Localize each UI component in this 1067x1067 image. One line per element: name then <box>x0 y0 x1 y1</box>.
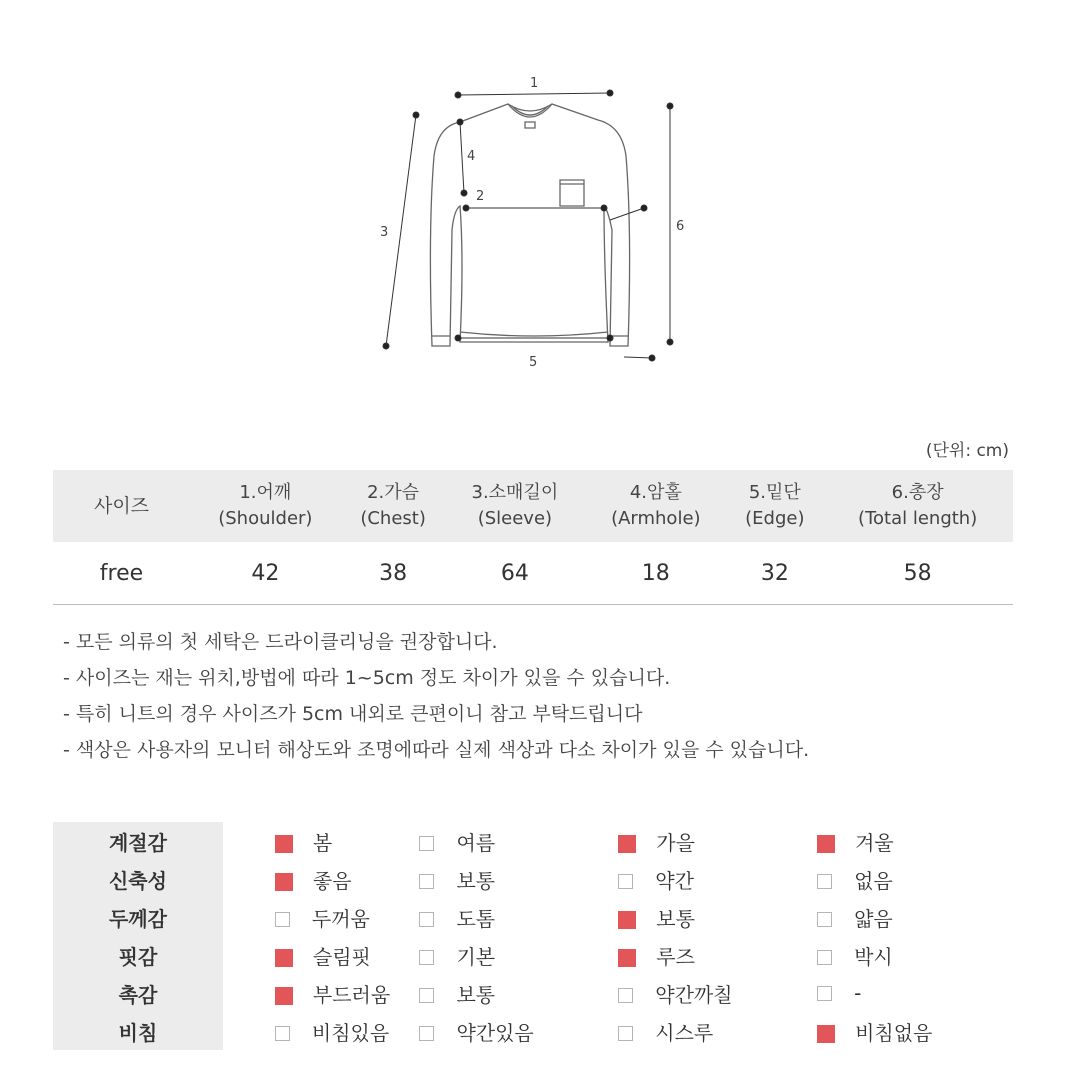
cell-armhole: 18 <box>584 542 727 605</box>
attribute-label: 촉감 <box>53 974 223 1012</box>
empty-box-icon[interactable] <box>419 836 434 851</box>
attribute-label: 비침 <box>53 1012 223 1050</box>
attribute-option-label: 여름 <box>456 830 496 855</box>
attribute-option <box>223 898 420 936</box>
empty-box-icon[interactable] <box>419 912 434 927</box>
diagram-label-3: 3 <box>380 225 389 240</box>
attribute-option-label: 약간까칠 <box>655 982 733 1007</box>
long-sleeve-tee-illustration <box>360 60 700 390</box>
cell-chest: 38 <box>341 542 446 605</box>
attribute-option-label: 보통 <box>456 982 496 1007</box>
attribute-option <box>223 822 420 860</box>
attribute-option-label: 비침있음 <box>311 1020 390 1045</box>
checked-box-icon[interactable] <box>275 987 293 1005</box>
cell-sleeve: 64 <box>446 542 585 605</box>
cell-total-length: 58 <box>822 542 1013 605</box>
attribute-option-label: 봄 <box>312 830 333 855</box>
attribute-row <box>53 974 1013 1012</box>
diagram-label-6: 6 <box>676 219 685 234</box>
garment-diagram <box>360 60 700 390</box>
attribute-option-label: 슬림핏 <box>312 944 371 969</box>
empty-box-icon[interactable] <box>817 950 832 965</box>
header-edge: 5.밑단 (Edge) <box>727 470 822 542</box>
empty-box-icon[interactable] <box>817 874 832 889</box>
attribute-option <box>419 898 618 936</box>
attribute-option-label: 보통 <box>456 868 496 893</box>
attribute-option <box>419 936 618 974</box>
attribute-option <box>618 974 817 1012</box>
attribute-option-label: 좋음 <box>312 868 352 893</box>
attribute-option <box>419 1012 618 1050</box>
attribute-option <box>223 936 420 974</box>
attribute-option-label: 가을 <box>656 830 695 855</box>
attribute-option <box>223 860 420 898</box>
empty-box-icon[interactable] <box>275 912 290 927</box>
attribute-row <box>53 860 1013 898</box>
attribute-option-label: 보통 <box>656 906 695 931</box>
header-armhole: 4.암홀 (Armhole) <box>584 470 727 542</box>
checked-box-icon[interactable] <box>275 949 293 967</box>
note-item: - 특히 니트의 경우 사이즈가 5cm 내외로 큰편이니 참고 부탁드립니다 <box>63 703 643 725</box>
attribute-option <box>419 860 618 898</box>
checked-box-icon[interactable] <box>817 1025 835 1043</box>
attribute-option-label: 없음 <box>854 868 893 893</box>
note-item: - 모든 의류의 첫 세탁은 드라이클리닝을 권장합니다. <box>63 631 498 653</box>
checked-box-icon[interactable] <box>275 873 293 891</box>
empty-box-icon[interactable] <box>618 1026 633 1041</box>
checked-box-icon[interactable] <box>618 911 636 929</box>
cell-edge: 32 <box>727 542 822 605</box>
empty-box-icon[interactable] <box>419 988 434 1003</box>
attribute-row <box>53 898 1013 936</box>
note-item: - 사이즈는 재는 위치,방법에 따라 1~5cm 정도 차이가 있을 수 있습니다. <box>63 667 671 689</box>
attribute-option <box>817 1012 1013 1050</box>
empty-box-icon[interactable] <box>419 950 434 965</box>
attribute-row <box>53 822 1013 860</box>
attribute-option <box>618 936 817 974</box>
note-item: - 색상은 사용자의 모니터 해상도와 조명에따라 실제 색상과 다소 차이가 있을 수 있습니다. <box>63 739 810 761</box>
empty-box-icon[interactable] <box>618 874 633 889</box>
attribute-option <box>817 974 1013 1012</box>
attribute-row <box>53 1012 1013 1050</box>
attribute-option <box>419 974 618 1012</box>
checked-box-icon[interactable] <box>817 835 835 853</box>
attribute-option-label: 도톰 <box>456 906 496 931</box>
attribute-option <box>223 1012 420 1050</box>
diagram-label-1: 1 <box>530 76 539 91</box>
attribute-option-label: 약간 <box>655 868 694 893</box>
attribute-option <box>618 822 817 860</box>
header-size: 사이즈 <box>53 470 190 542</box>
attribute-option <box>817 860 1013 898</box>
attribute-option <box>223 974 420 1012</box>
attribute-option <box>618 860 817 898</box>
attribute-option-label: 박시 <box>854 944 893 969</box>
attribute-option <box>817 936 1013 974</box>
header-sleeve: 3.소매길이 (Sleeve) <box>446 470 585 542</box>
checked-box-icon[interactable] <box>275 835 293 853</box>
attribute-option-label: 기본 <box>456 944 496 969</box>
attribute-table <box>53 822 1013 1050</box>
empty-box-icon[interactable] <box>618 988 633 1003</box>
attribute-option <box>618 1012 817 1050</box>
header-chest: 2.가슴 (Chest) <box>341 470 446 542</box>
attribute-option <box>618 898 817 936</box>
cell-size: free <box>53 542 190 605</box>
diagram-label-4: 4 <box>467 149 476 164</box>
attribute-option-label: 겨울 <box>855 830 894 855</box>
size-table <box>53 470 1013 605</box>
attribute-label: 두께감 <box>53 898 223 936</box>
attribute-label: 신축성 <box>53 860 223 898</box>
checked-box-icon[interactable] <box>618 949 636 967</box>
attribute-option-label: 비침없음 <box>855 1020 933 1045</box>
checked-box-icon[interactable] <box>618 835 636 853</box>
diagram-label-5: 5 <box>529 355 538 370</box>
attribute-option-label: - <box>854 981 862 1005</box>
empty-box-icon[interactable] <box>419 874 434 889</box>
attribute-option-label: 두꺼움 <box>311 906 370 931</box>
care-notes <box>63 624 809 768</box>
attribute-option-label: 시스루 <box>655 1020 714 1045</box>
diagram-label-2: 2 <box>476 189 485 204</box>
attribute-option <box>419 822 618 860</box>
empty-box-icon[interactable] <box>419 1026 434 1041</box>
unit-note: (단위: cm) <box>925 441 1009 461</box>
attribute-option <box>817 898 1013 936</box>
empty-box-icon[interactable] <box>817 912 832 927</box>
attribute-option-label: 루즈 <box>656 944 695 969</box>
table-row <box>53 542 1013 605</box>
size-table-header <box>53 470 1013 542</box>
header-shoulder: 1.어깨 (Shoulder) <box>190 470 341 542</box>
attribute-label: 계절감 <box>53 822 223 860</box>
attribute-label: 핏감 <box>53 936 223 974</box>
attribute-option-label: 부드러움 <box>312 982 391 1007</box>
empty-box-icon[interactable] <box>817 986 832 1001</box>
cell-shoulder: 42 <box>190 542 341 605</box>
header-total-length: 6.총장 (Total length) <box>822 470 1013 542</box>
attribute-option-label: 약간있음 <box>456 1020 534 1045</box>
empty-box-icon[interactable] <box>275 1026 290 1041</box>
attribute-option-label: 얇음 <box>854 906 893 931</box>
attribute-option <box>817 822 1013 860</box>
attribute-row <box>53 936 1013 974</box>
